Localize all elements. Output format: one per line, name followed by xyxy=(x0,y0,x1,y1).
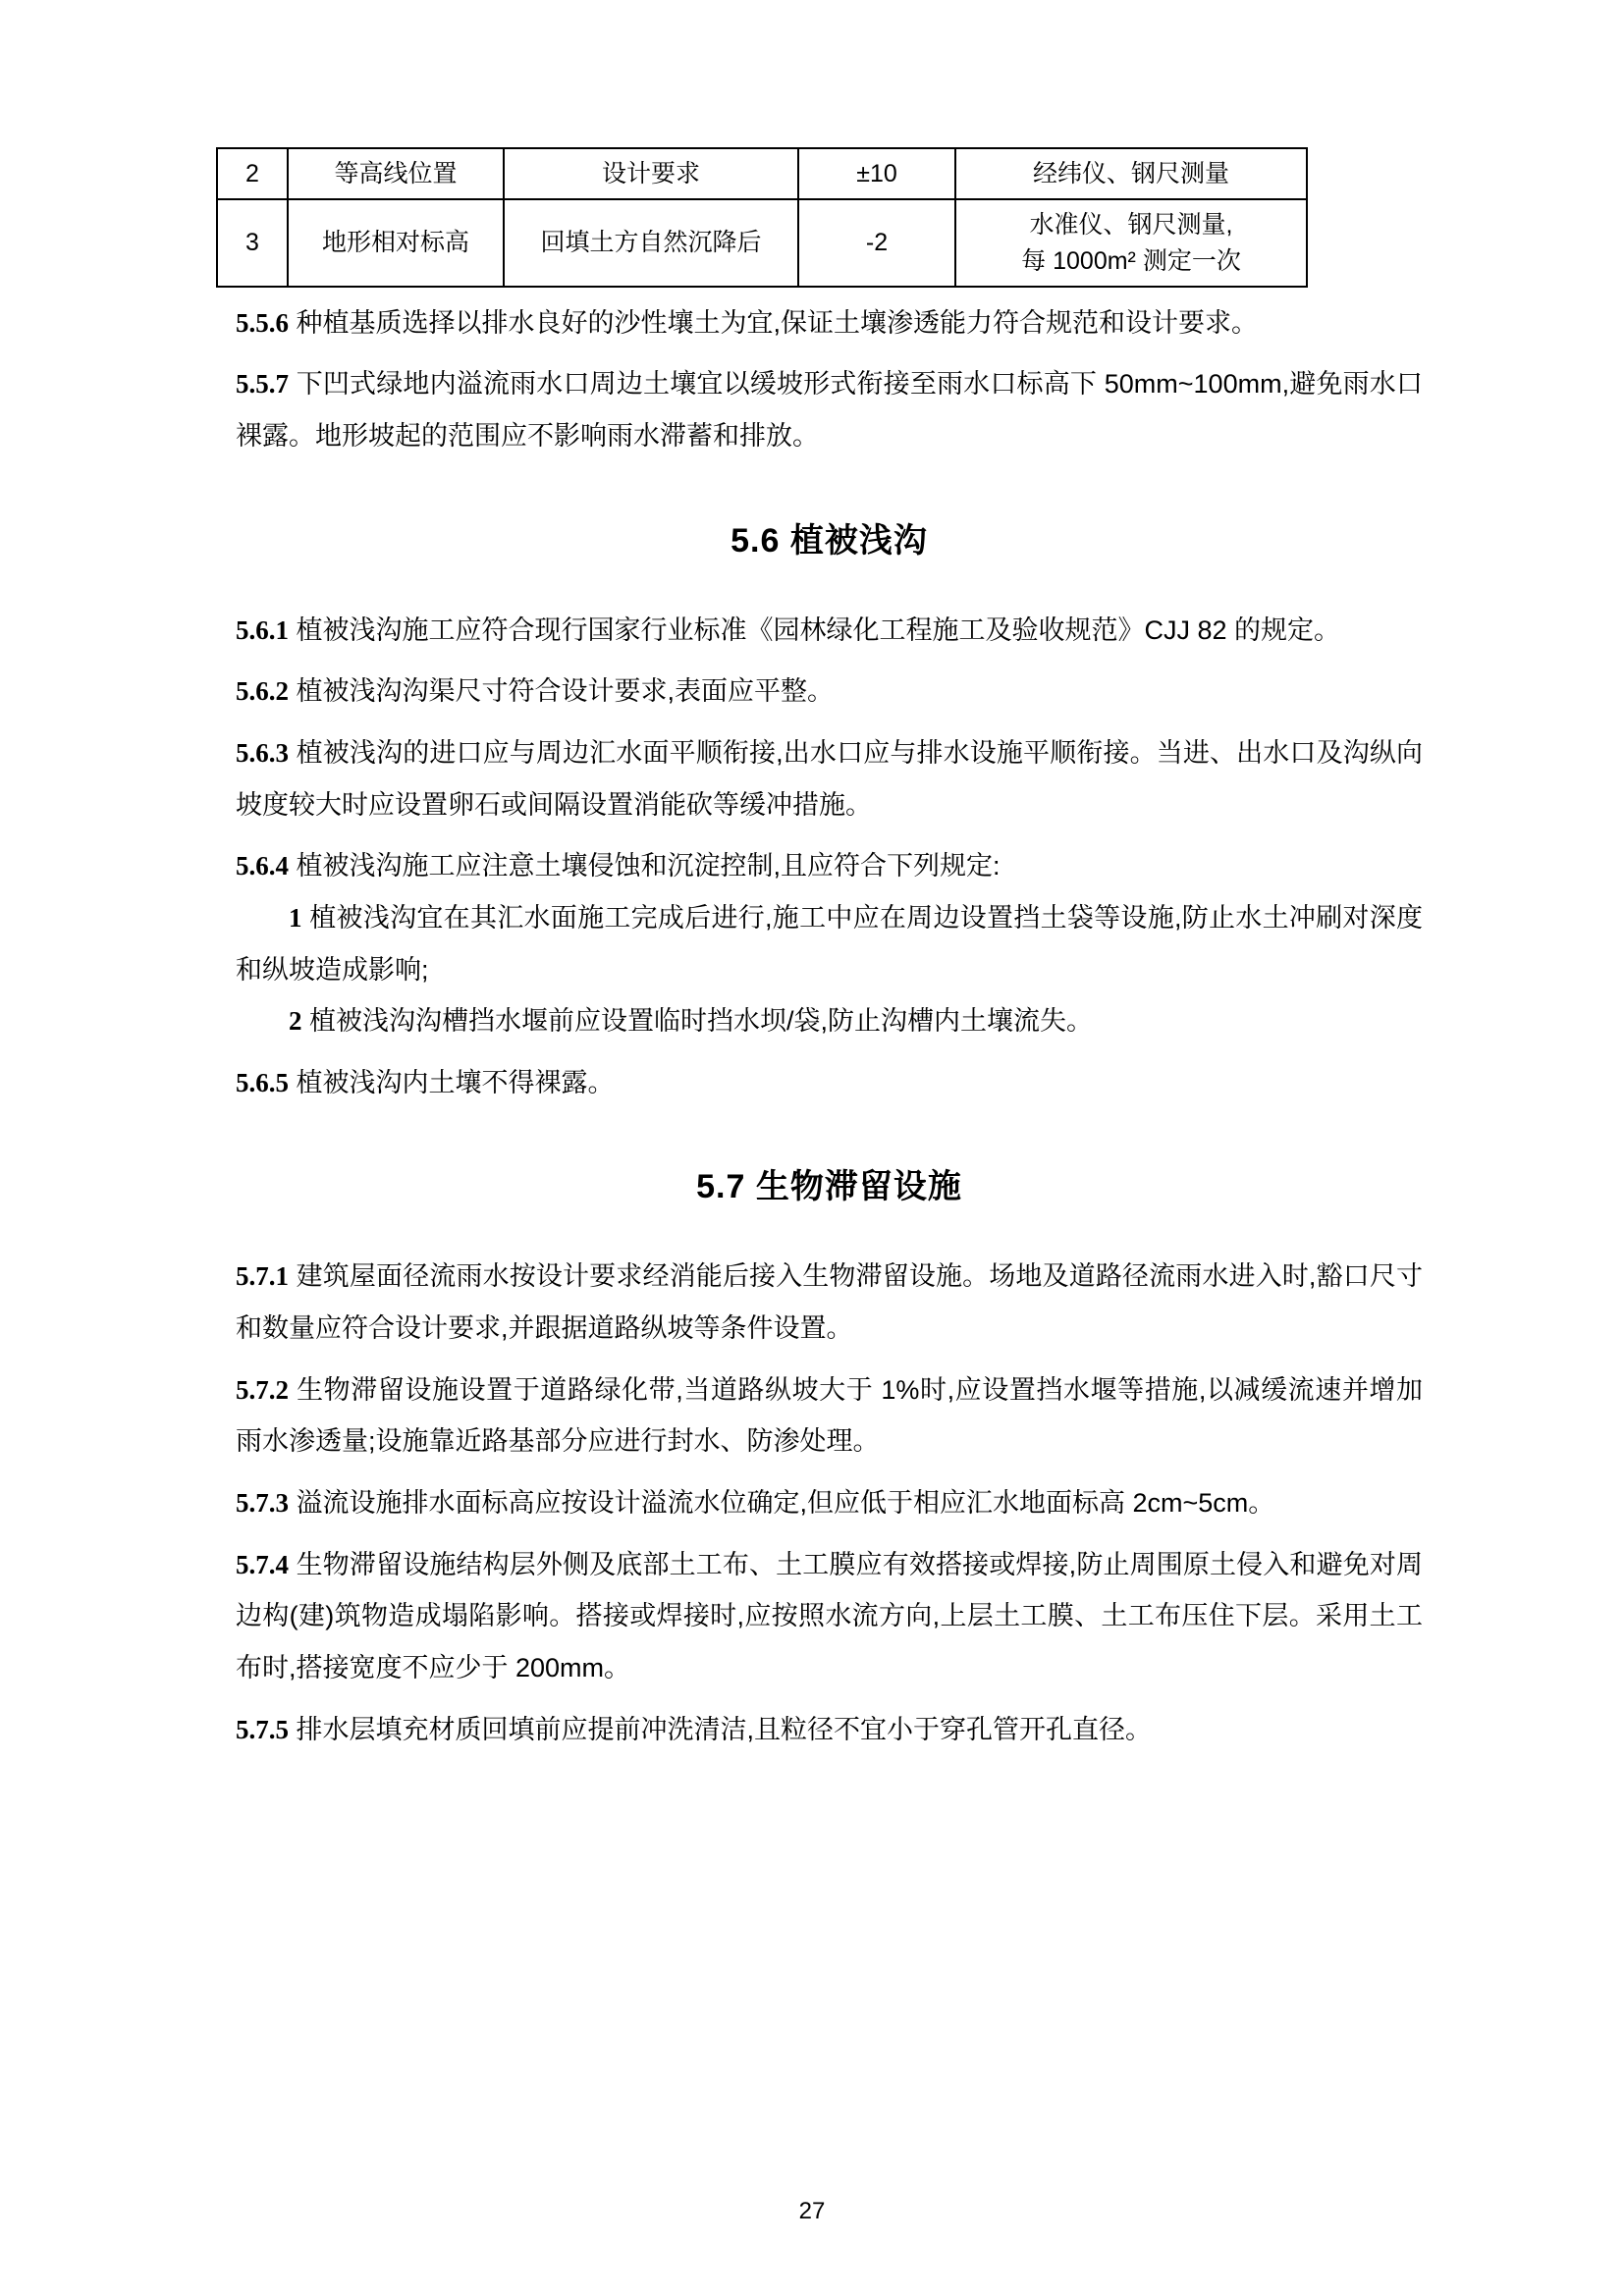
clause-5-7-3 xyxy=(236,1477,1423,1529)
sub-clause-text: 植被浅沟宜在其汇水面施工完成后进行,施工中应在周边设置挡土袋等设施,防止水土冲刷对深度和纵坡造成影响; xyxy=(236,902,1423,985)
clause-text: 建筑屋面径流雨水按设计要求经消能后接入生物滞留设施。场地及道路径流雨水进入时,豁口尺寸和数量应符合设计要求,并跟据道路纵坡等条件设置。 xyxy=(236,1261,1423,1344)
clause-number: 5.7.4 xyxy=(236,1549,289,1579)
table-cell-method xyxy=(955,199,1307,287)
table-cell-method: 经纬仪、钢尺测量 xyxy=(955,148,1307,199)
clause-number: 5.7.2 xyxy=(236,1374,289,1405)
table-cell-no: 3 xyxy=(217,199,288,287)
clause-number: 5.6.2 xyxy=(236,676,289,707)
clause-5-6-5 xyxy=(236,1057,1423,1109)
table-cell-tolerance: -2 xyxy=(798,199,955,287)
clause-number: 5.7.5 xyxy=(236,1714,289,1744)
clause-text: 排水层填充材质回填前应提前冲洗清洁,且粒径不宜小于穿孔管开孔直径。 xyxy=(296,1714,1153,1744)
clause-number: 5.5.7 xyxy=(236,369,289,400)
clause-5-7-5 xyxy=(236,1704,1423,1756)
clause-number: 5.6.3 xyxy=(236,737,289,768)
clause-5-7-2 xyxy=(236,1364,1423,1468)
table-cell-tolerance: ±10 xyxy=(798,148,955,199)
clause-text: 植被浅沟沟渠尺寸符合设计要求,表面应平整。 xyxy=(296,676,835,707)
clause-text: 植被浅沟内土壤不得裸露。 xyxy=(296,1067,615,1097)
clause-text: 植被浅沟的进口应与周边汇水面平顺衔接,出水口应与排水设施平顺衔接。当进、出水口及沟纵向坡度较大时应设置卵石或间隔设置消能砍等缓冲措施。 xyxy=(236,737,1423,820)
sub-clause-number: 1 xyxy=(289,902,302,933)
clause-number: 5.5.6 xyxy=(236,307,289,338)
clause-number: 5.7.3 xyxy=(236,1488,289,1518)
clause-text: 生物滞留设施设置于道路绿化带,当道路纵坡大于 1%时,应设置挡水堰等措施,以减缓流速并增加雨水渗透量;设施靠近路基部分应进行封水、防渗处理。 xyxy=(236,1374,1423,1457)
clause-text: 生物滞留设施结构层外侧及底部土工布、土工膜应有效搭接或焊接,防止周围原土侵入和避免对周边构(建)筑物造成塌陷影响。搭接或焊接时,应按照水流方向,上层土工膜、土工布压住下层。采用土工布时,搭接宽度不应少于 200mm。 xyxy=(236,1549,1423,1682)
section-title-5-6: 5.6 植被浅沟 xyxy=(731,521,928,560)
section-title-5-7: 5.7 生物滞留设施 xyxy=(696,1168,962,1206)
clause-5-6-2 xyxy=(236,666,1423,718)
tolerance-table xyxy=(216,147,1308,288)
clause-5-5-7 xyxy=(236,358,1423,461)
page-number: 27 xyxy=(798,2198,826,2224)
clause-5-6-4 xyxy=(236,840,1423,892)
clause-5-6-1 xyxy=(236,605,1423,657)
table-cell-item: 地形相对标高 xyxy=(288,199,504,287)
table-cell-requirement: 设计要求 xyxy=(504,148,798,199)
table-row xyxy=(217,199,1307,287)
clause-text: 植被浅沟施工应注意土壤侵蚀和沉淀控制,且应符合下列规定: xyxy=(296,851,1001,881)
table-cell-item: 等高线位置 xyxy=(288,148,504,199)
clause-number: 5.7.1 xyxy=(236,1261,289,1292)
clause-text: 种植基质选择以排水良好的沙性壤土为宜,保证土壤渗透能力符合规范和设计要求。 xyxy=(296,307,1259,338)
clause-number: 5.6.5 xyxy=(236,1067,289,1097)
clause-text: 下凹式绿地内溢流雨水口周边土壤宜以缓坡形式衔接至雨水口标高下 50mm~100mm,避免雨水口裸露。地形坡起的范围应不影响雨水滞蓄和排放。 xyxy=(236,369,1423,452)
table-row xyxy=(217,148,1307,199)
clause-5-7-1 xyxy=(236,1251,1423,1354)
sub-clause-5-6-4-1 xyxy=(236,892,1423,995)
clause-5-6-3 xyxy=(236,727,1423,830)
clause-number: 5.6.4 xyxy=(236,851,289,881)
table-cell-no: 2 xyxy=(217,148,288,199)
clause-text: 溢流设施排水面标高应按设计溢流水位确定,但应低于相应汇水地面标高 2cm~5cm。 xyxy=(296,1488,1275,1518)
table-cell-requirement: 回填土方自然沉降后 xyxy=(504,199,798,287)
clause-number: 5.6.1 xyxy=(236,614,289,645)
clause-5-5-6 xyxy=(236,297,1423,349)
sub-clause-number: 2 xyxy=(289,1006,302,1037)
sub-clause-5-6-4-2 xyxy=(236,995,1423,1047)
clause-5-7-4 xyxy=(236,1539,1423,1694)
clause-text: 植被浅沟施工应符合现行国家行业标准《园林绿化工程施工及验收规范》CJJ 82 的规定。 xyxy=(296,614,1341,645)
table-cell-method-line2: 每 1000m² 测定一次 xyxy=(1021,246,1241,275)
table-cell-method-line1: 水准仪、钢尺测量, xyxy=(1029,211,1233,240)
sub-clause-text: 植被浅沟沟槽挡水堰前应设置临时挡水坝/袋,防止沟槽内土壤流失。 xyxy=(309,1006,1094,1037)
